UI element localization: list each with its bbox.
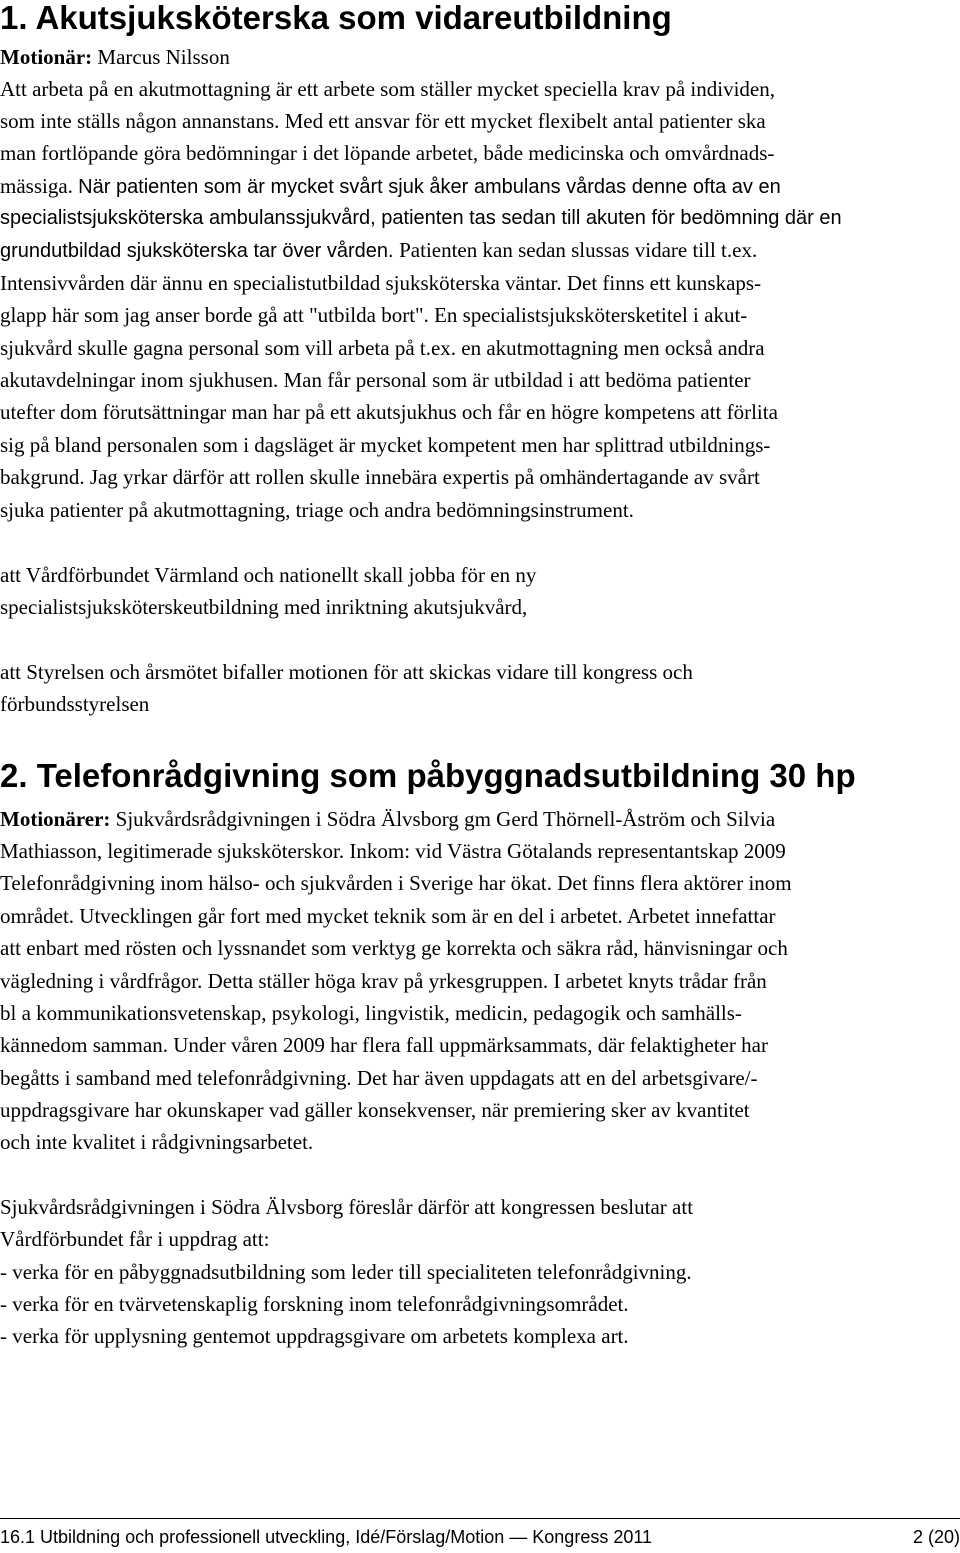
motionar-name: Marcus Nilsson	[92, 45, 230, 69]
body-line: vägledning i vårdfrågor. Detta ställer höga krav på yrkesgruppen. I arbetet knyts trådar från	[0, 969, 767, 993]
body-line: Att arbeta på en akutmottagning är ett arbete som ställer mycket speciella krav på individen,	[0, 77, 775, 101]
motionar-label: Motionär:	[0, 45, 93, 69]
body-fragment: grundutbildad sjuksköterska tar över vården.	[0, 240, 400, 262]
body-fragment: Patienten kan sedan slussas vidare till t.ex.	[399, 238, 758, 262]
body-line: man fortlöpande göra bedömningar i det löpande arbetet, både medicinska och omvårdnads-	[0, 141, 775, 165]
body-fragment: När patienten som är mycket svårt sjuk åker ambulans vårdas denne ofta av en	[78, 176, 781, 198]
proposal-item: - verka för en tvärvetenskaplig forskning inom telefonrådgivningsområdet.	[0, 1292, 629, 1316]
body-line: kännedom samman. Under våren 2009 har flera fall uppmärksammats, där felaktigheter har	[0, 1033, 768, 1057]
footer-divider	[0, 1518, 960, 1519]
page-number: 2 (20)	[912, 1527, 960, 1547]
body-line: Mathiasson, legitimerade sjuksköterskor. Inkom: vid Västra Götalands representantskap 2009	[0, 839, 786, 863]
section2-heading: 2. Telefonrådgivning som påbyggnadsutbildning 30 hp	[0, 757, 856, 794]
body-line: uppdragsgivare har okunskaper vad gäller konsekvenser, när premiering sker av kvantitet	[0, 1098, 750, 1122]
body-line: bakgrund. Jag yrkar därför att rollen skulle innebära expertis på omhändertagande av svårt	[0, 465, 760, 489]
motionar-line	[0, 44, 230, 70]
body-line: och inte kvalitet i rådgivningsarbetet.	[0, 1130, 314, 1154]
yrkande-line: förbundsstyrelsen	[0, 692, 150, 716]
yrkande-line: att Styrelsen och årsmötet bifaller motionen för att skickas vidare till kongress och	[0, 660, 693, 684]
body-line: som inte ställs någon annanstans. Med ett ansvar för ett mycket flexibelt antal patienter ska	[0, 109, 766, 133]
proposal-line: Sjukvårdsrådgivningen i Södra Älvsborg föreslår därför att kongressen beslutar att	[0, 1195, 694, 1219]
yrkande-line: att Vårdförbundet Värmland och nationellt skall jobba för en ny	[0, 563, 537, 587]
body-line: Telefonrådgivning inom hälso- och sjukvården i Sverige har ökat. Det finns flera aktörer inom	[0, 871, 792, 895]
proposal-item: - verka för upplysning gentemot uppdragsgivare om arbetets komplexa art.	[0, 1324, 629, 1348]
body-line-mixed	[0, 173, 781, 200]
body-fragment: mässiga.	[0, 174, 79, 198]
motionarer-label: Motionärer:	[0, 807, 111, 831]
body-line: specialistsjuksköterska ambulanssjukvård, patienten tas sedan till akuten för bedömning där en	[0, 207, 842, 229]
footer-title: 16.1 Utbildning och professionell utveckling, Idé/Förslag/Motion — Kongress 2011	[0, 1527, 653, 1547]
body-line-mixed	[0, 237, 757, 264]
body-line: sig på bland personalen som i dagsläget är mycket kompetent men har splittrad utbildnings-	[0, 433, 771, 457]
section1-heading: 1. Akutsjuksköterska som vidareutbildning	[0, 0, 672, 36]
body-line: akutavdelningar inom sjukhusen. Man får personal som är utbildad i att bedöma patienter	[0, 368, 751, 392]
body-line: bl a kommunikationsvetenskap, psykologi, lingvistik, medicin, pedagogik och samhälls-	[0, 1001, 742, 1025]
body-line: Intensivvården där ännu en specialistutbildad sjuksköterska väntar. Det finns ett kunskaps-	[0, 271, 762, 295]
yrkande-line: specialistsjuksköterskeutbildning med inriktning akutsjukvård,	[0, 595, 528, 619]
body-line: begåtts i samband med telefonrådgivning. Det har även uppdagats att en del arbetsgivare/-	[0, 1066, 758, 1090]
body-line: att enbart med rösten och lyssnandet som verktyg ge korrekta och säkra råd, hänvisningar och	[0, 936, 788, 960]
proposal-line: Vårdförbundet får i uppdrag att:	[0, 1227, 270, 1251]
motionarer-names: Sjukvårdsrådgivningen i Södra Älvsborg gm Gerd Thörnell-Åström och Silvia	[110, 807, 776, 831]
body-line: glapp här som jag anser borde gå att "utbilda bort". En specialistsjukskötersketitel i akut-	[0, 303, 748, 327]
body-line: sjuka patienter på akutmottagning, triage och andra bedömningsinstrument.	[0, 498, 634, 522]
body-line: området. Utvecklingen går fort med mycket teknik som är en del i arbetet. Arbetet innefattar	[0, 904, 776, 928]
body-line: sjukvård skulle gagna personal som vill arbeta på t.ex. en akutmottagning men också andra	[0, 336, 765, 360]
proposal-item: - verka för en påbyggnadsutbildning som leder till specialiteten telefonrådgivning.	[0, 1260, 692, 1284]
motionarer-line	[0, 806, 775, 832]
body-line: utefter dom förutsättningar man har på ett akutsjukhus och får en högre kompetens att förlita	[0, 400, 778, 424]
